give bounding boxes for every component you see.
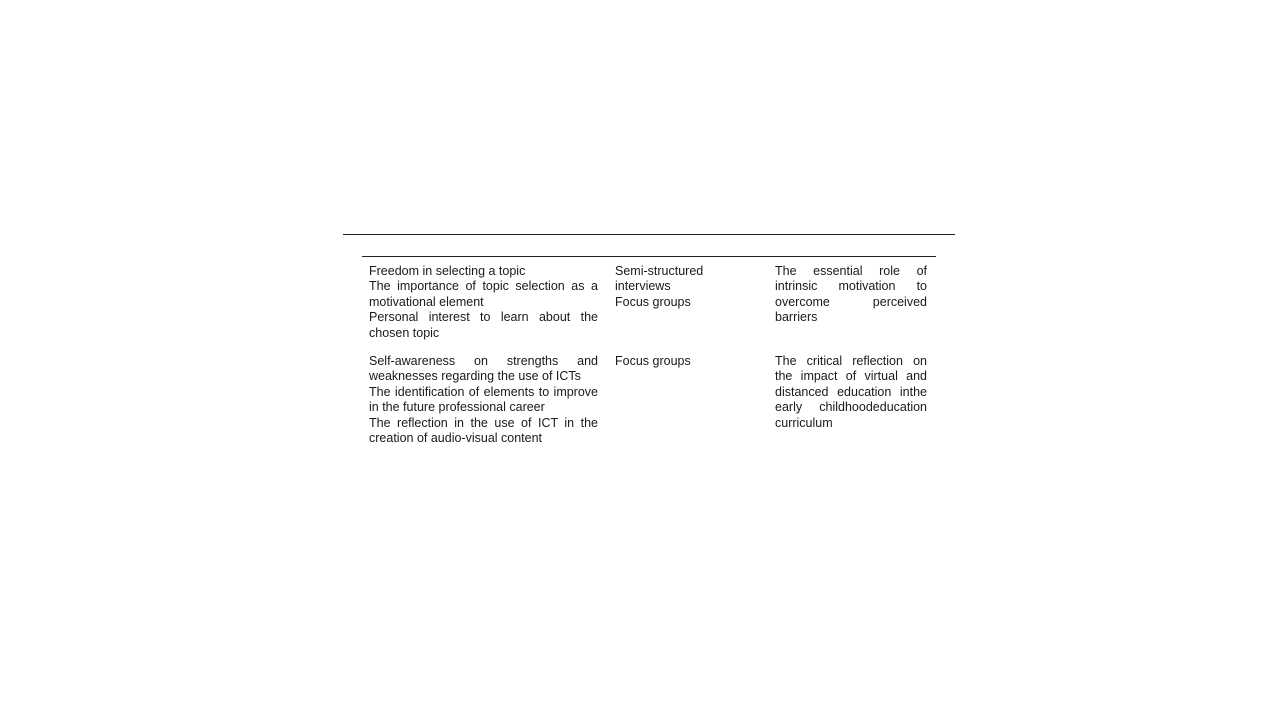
theme-item: The reflection in the use of ICT in the creation of audio-visual content bbox=[369, 415, 598, 446]
table-top-rule bbox=[343, 234, 955, 235]
table-cell-finding bbox=[775, 264, 927, 326]
finding-text: The critical reflection on the impact of virtual and distanced education inthe early childhoodeducation curriculum bbox=[775, 354, 927, 430]
theme-item: Self-awareness on strengths and weaknesses regarding the use of ICTs bbox=[369, 354, 598, 384]
finding-text: The essential role of intrinsic motivation to overcome perceived barriers bbox=[775, 264, 927, 325]
table-cell-method bbox=[615, 264, 762, 310]
table-cell-themes bbox=[369, 354, 598, 446]
results-table bbox=[369, 264, 927, 446]
method-item: Focus groups bbox=[615, 294, 691, 309]
table-row bbox=[369, 264, 927, 341]
theme-item: The importance of topic selection as a motivational element bbox=[369, 279, 598, 309]
table-cell-finding bbox=[775, 354, 927, 431]
table-cell-themes bbox=[369, 264, 598, 341]
table-header-rule bbox=[362, 256, 936, 257]
table-cell-method bbox=[615, 354, 762, 369]
method-item: Semi-structured interviews bbox=[615, 264, 704, 294]
theme-item: Personal interest to learn about the chosen topic bbox=[369, 310, 598, 340]
theme-item: The identification of elements to improve in the future professional career bbox=[369, 384, 598, 415]
table-row bbox=[369, 354, 927, 446]
method-item: Focus groups bbox=[615, 354, 691, 369]
theme-item: Freedom in selecting a topic bbox=[369, 264, 526, 278]
